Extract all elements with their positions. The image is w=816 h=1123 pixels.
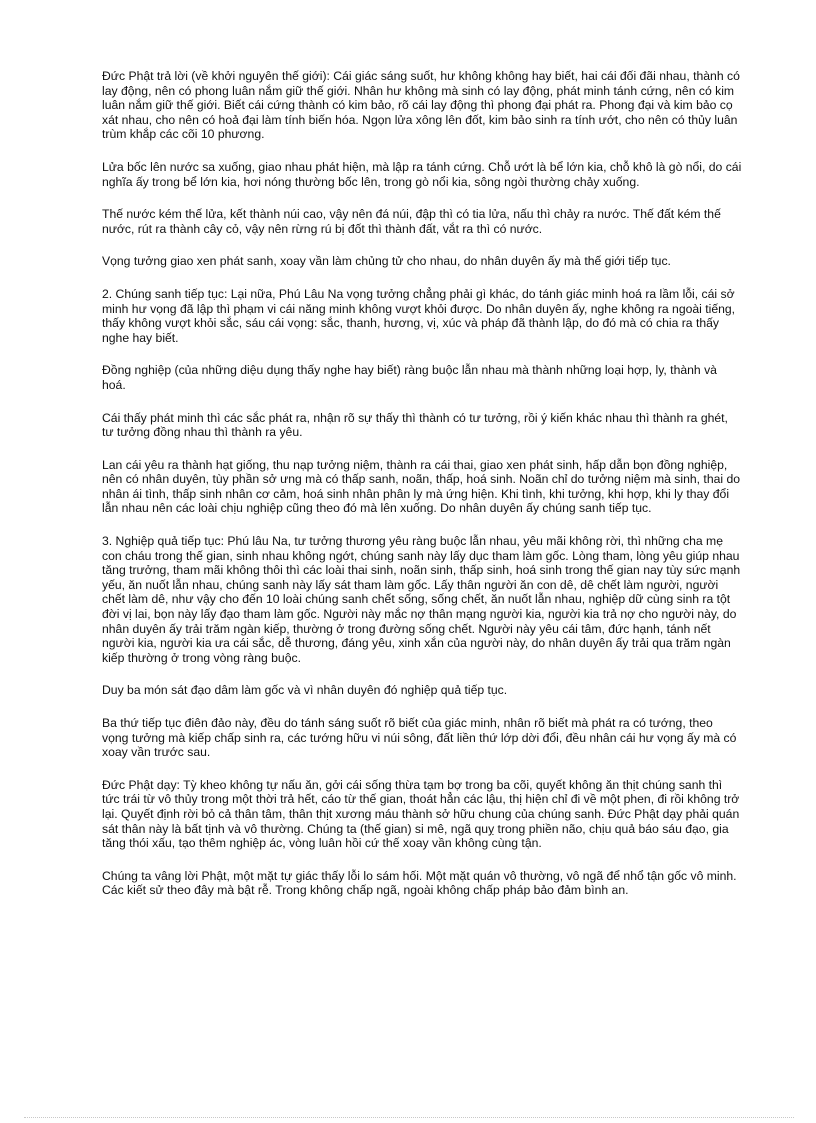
paragraph: Vọng tưởng giao xen phát sanh, xoay vần làm chủng tử cho nhau, do nhân duyên ấy mà thế giới tiếp tục.	[102, 254, 671, 269]
paragraph: Đức Phật dạy: Tỳ kheo không tự nấu ăn, gởi cái sống thừa tạm bợ trong ba cõi, quyết không ăn thịt chúng sanh thì tức trái từ vô thủy trong một thời trả hết, cáo từ thế gian, thoát hẳn các lậu, thị hiện chỉ đi về một phen, đi rồi không trở lại. Quyết định rời bỏ cả thân tâm, thân thịt xương máu thành sở hữu chung của chúng sanh. Đức Phật dạy phải quán sát thân này là bất tịnh và vô thường. Chúng ta (thế gian) si mê, ngã quỵ trong phiền não, chịu quả báo sáu đạo, gia tăng thói xấu, tạo thêm nghiệp ác, vòng luân hồi cứ thế xoay vần không cùng tận.	[102, 777, 740, 851]
paragraph: Lửa bốc lên nước sa xuống, giao nhau phát hiện, mà lập ra tánh cứng. Chỗ ướt là bể lớn kia, chỗ khô là gò nổi, do cái nghĩa ấy trong bể lớn kia, hơi nóng thường bốc lên, trong gò nổi kia, sông ngòi thường chảy xuống.	[102, 159, 742, 189]
paragraph: 2. Chúng sanh tiếp tục: Lại nữa, Phú Lâu Na vọng tưởng chẳng phải gì khác, do tánh giác minh hoá ra lầm lỗi, cái sở minh hư vọng đã lập thì phạm vi cái năng minh không vượt khỏi được. Do nhân duyên ấy, nghe không ra ngoài tiếng, thấy không vượt khỏi sắc, sáu cái vọng: sắc, thanh, hương, vị, xúc và pháp đã thành lập, do đó mà có chia ra thấy nghe hay biết.	[102, 286, 736, 345]
paragraph: Lan cái yêu ra thành hạt giống, thu nạp tưởng niệm, thành ra cái thai, giao xen phát sinh, hấp dẫn bọn đồng nghiệp, nên có nhân duyên, tùy phần sở ưng mà có thấp sanh, noãn, thấp, hoá sinh. Noãn chỉ do tưởng niệm mà sinh, thai do nhân ái tình, thấp sinh nhân cơ cảm, hoá sinh nhân phân ly mà ứng hiện. Khi tình, khi tưởng, khi hợp, khi ly thay đổi lẫn nhau nên các loài chịu nghiệp cũng theo đó mà lên xuống. Do nhân duyên ấy chúng sanh tiếp tục.	[102, 457, 741, 516]
paragraph: Đồng nghiệp (của những diệu dụng thấy nghe hay biết) ràng buộc lẫn nhau mà thành những loại hợp, ly, thành và hoá.	[102, 363, 717, 392]
page-bottom-divider	[24, 1117, 794, 1118]
paragraph: Duy ba món sát đạo dâm làm gốc và vì nhân duyên đó nghiệp quả tiếp tục.	[102, 683, 508, 698]
paragraph: Cái thấy phát minh thì các sắc phát ra, nhận rõ sự thấy thì thành có tư tưởng, rồi ý kiến khác nhau thì thành ra ghét, tư tưởng đồng nhau thì thành ra yêu.	[102, 410, 728, 440]
paragraph: Ba thứ tiếp tục điên đảo này, đều do tánh sáng suốt rõ biết của giác minh, nhân rõ biết mà phát ra có tướng, theo vọng tưởng mà kiếp chấp sinh ra, các tướng hữu vi núi sông, đất liền thứ lớp dời đổi, đều nhân cái hư vọng ấy mà có xoay vần trước sau.	[102, 716, 737, 760]
paragraph: Chúng ta vâng lời Phật, một mặt tự giác thấy lỗi lo sám hối. Một mặt quán vô thường, vô ngã để nhổ tận gốc vô minh. Các kiết sử theo đây mà bật rễ. Trong không chấp ngã, ngoài không chấp pháp bảo đảm bình an.	[102, 868, 737, 898]
paragraph: Đức Phật trả lời (về khởi nguyên thế giới): Cái giác sáng suốt, hư không không hay biết, hai cái đối đãi nhau, thành có lay động, nên có phong luân nắm giữ thế giới. Nhân hư không mà sinh có lay động, phát minh tánh cứng, nên có kim luân nắm giữ thế giới. Biết cái cứng thành có kim bảo, rõ cái lay động thì phong đại phát ra. Phong đại và kim bảo cọ xát nhau, cho nên có hoả đại làm tính biến hóa. Ngọn lửa xông lên đốt, kim bảo sinh ra tính ướt, cho nên có thủy luân trùm khắp các cõi 10 phương.	[102, 69, 740, 142]
document-body	[102, 69, 742, 916]
paragraph: Thế nước kém thế lửa, kết thành núi cao, vậy nên đá núi, đập thì có tia lửa, nấu thì chảy ra nước. Thế đất kém thế nước, rút ra thành cây cỏ, vậy nên rừng rú bị đốt thì thành đất, vắt ra thì có nước.	[102, 207, 721, 236]
paragraph: 3. Nghiệp quả tiếp tục: Phú lâu Na, tư tưởng thương yêu ràng buộc lẫn nhau, yêu mãi không rời, thì những cha mẹ con cháu trong thế gian, sinh nhau không ngớt, chúng sanh này lấy dục tham làm gốc. Lòng tham, lòng yêu giúp nhau tăng trưởng, tham mãi không thôi thì các loài thai sinh, noãn sinh, thấp sinh, hoá sinh trong thế gian nay tùy sức mạnh yếu, ăn nuốt lẫn nhau, chúng sanh này lấy sát tham làm gốc. Lấy thân người ăn con dê, dê chết làm người, người chết làm dê, như vậy cho đến 10 loài chúng sanh chết sống, sống chết, ăn nuốt lẫn nhau, nghiệp dữ cùng sinh ra tột đời vị lai, bọn này lấy đạo tham làm gốc. Người này mắc nợ thân mạng người kia, người kia trả nợ cho người này, do nhân duyên ấy trải trăm ngàn kiếp, thường ở trong đường sống chết. Người này yêu cái tâm, đức hạnh, tánh nết người kia, người kia ưa cái sắc, dễ thương, đáng yêu, xinh xắn của người này, do nhân duyên ấy trải qua trăm ngàn kiếp thường ở trong vòng ràng buộc.	[102, 534, 741, 665]
